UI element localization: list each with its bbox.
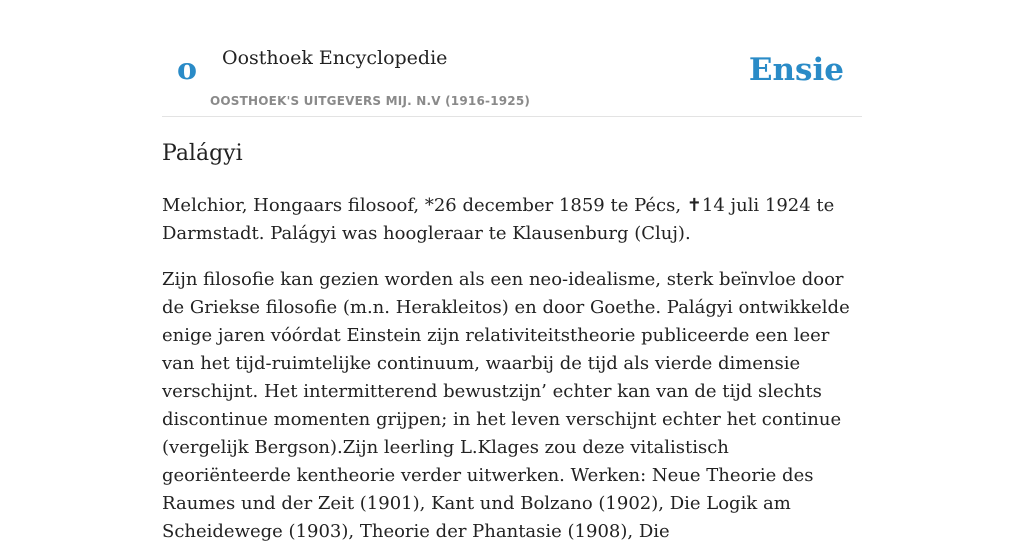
article-paragraph: Melchior, Hongaars filosoof, *26 december 1859 te Pécs, ✝14 juli 1924 te Darmstadt. Palágyi was hoogleraar te Klausenburg (Cluj).	[162, 195, 835, 244]
site-header	[162, 0, 862, 117]
article	[162, 138, 862, 546]
publisher-subtitle: OOSTHOEK'S UITGEVERS MIJ. N.V (1916-1925)	[210, 94, 531, 108]
article-paragraph: Zijn filosofie kan gezien worden als een neo-idealisme, sterk beïnvloe door de Griekse filosofie (m.n. Herakleitos) en door Goethe. Palágyi ontwikkelde enige jaren vóórdat Einstein zijn relativiteitstheorie publiceerde een leer van het tijd-ruimtelijke continuum, waarbij de tijd als vierde dimensie verschijnt. Het intermitterend bewustzijn’ echter kan van de tijd slechts discontinue momenten grijpen; in het leven verschijnt echter het continue (vergelijk Bergson).Zijn leerling L.Klages zou deze vitalistisch georiënteerde kentheorie verder uitwerken. Werken: Neue Theorie des Raumes und der Zeit (1901), Kant und Bolzano (1902), Die Logik am Scheidewege (1903), Theorie der Phantasie (1908), Die	[162, 269, 850, 542]
site-title[interactable]: Oosthoek Encyclopedie	[222, 47, 448, 69]
logo-icon[interactable]: o	[177, 52, 198, 87]
article-title: Palágyi	[162, 141, 243, 166]
brand-logo[interactable]: Ensie	[748, 52, 844, 88]
